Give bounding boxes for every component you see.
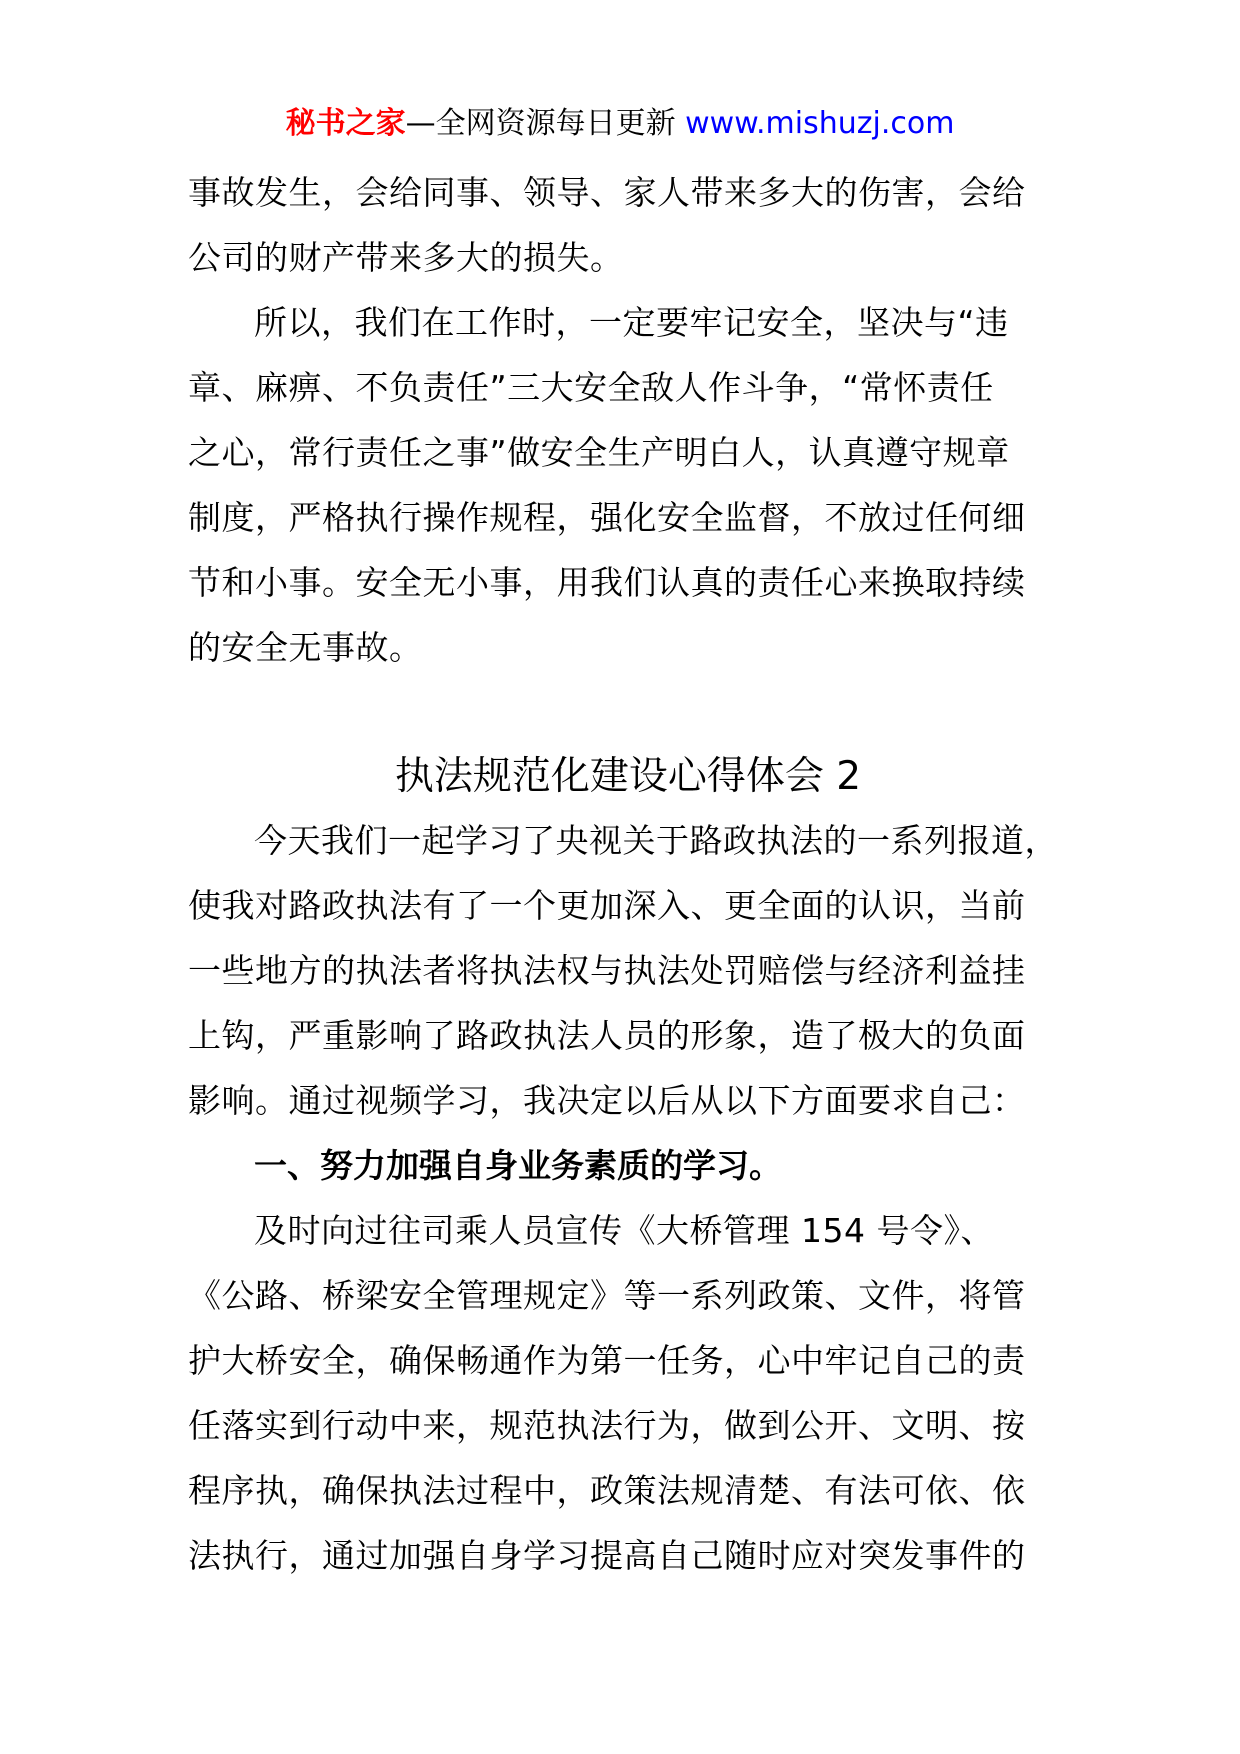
text-line: 章、麻痹、不负责任”三大安全敌人作斗争，“常怀责任 (188, 368, 994, 407)
text-line: 程序执，确保执法过程中，政策法规清楚、有法可依、依 (188, 1471, 1026, 1510)
text-line: 使我对路政执法有了一个更加深入、更全面的认识，当前 (188, 886, 1026, 925)
text-line: 一些地方的执法者将执法权与执法处罚赔偿与经济利益挂 (188, 951, 1026, 990)
text-line: 公司的财产带来多大的损失。 (188, 238, 624, 277)
text-line: 所以，我们在工作时，一定要牢记安全，坚决与“违 (254, 303, 1009, 342)
paragraph-study (188, 1198, 1068, 1588)
text-line: 护大桥安全，确保畅通作为第一任务，心中牢记自己的责 (188, 1341, 1026, 1380)
site-tagline: —全网资源每日更新 (405, 106, 686, 141)
document-body (188, 160, 1068, 1588)
site-header (0, 102, 1240, 146)
text-line: 之心，常行责任之事”做安全生产明白人，认真遵守规章 (188, 433, 1010, 472)
text-line: 任落实到行动中来，规范执法行为，做到公开、文明、按 (188, 1406, 1026, 1445)
section-spacer (188, 680, 1068, 746)
text-line: 上钩，严重影响了路政执法人员的形象，造了极大的负面 (188, 1016, 1026, 1055)
text-line: 制度，严格执行操作规程，强化安全监督，不放过任何细 (188, 498, 1026, 537)
text-line: 的安全无事故。 (188, 628, 423, 667)
paragraph-continued (188, 160, 1068, 290)
document-title: 执法规范化建设心得体会 2 (394, 754, 862, 799)
site-brand: 秘书之家 (285, 106, 406, 141)
site-url-link[interactable]: www.mishuzj.com (685, 106, 955, 141)
text-line: 《公路、桥梁安全管理规定》等一系列政策、文件，将管 (188, 1276, 1026, 1315)
text-line: 法执行，通过加强自身学习提高自己随时应对突发事件的 (188, 1536, 1026, 1575)
section-heading: 一、努力加强自身业务素质的学习。 (254, 1146, 782, 1185)
text-line: 影响。通过视频学习，我决定以后从以下方面要求自己： (188, 1081, 1026, 1120)
paragraph-intro (188, 808, 1068, 1133)
text-line: 今天我们一起学习了央视关于路政执法的一系列报道， (254, 821, 1058, 860)
paragraph-safety (188, 290, 1068, 680)
text-line: 及时向过往司乘人员宣传《大桥管理 154 号令》、 (254, 1211, 994, 1250)
text-line: 事故发生，会给同事、领导、家人带来多大的伤害，会给 (188, 173, 1026, 212)
text-line: 节和小事。安全无小事，用我们认真的责任心来换取持续 (188, 563, 1026, 602)
